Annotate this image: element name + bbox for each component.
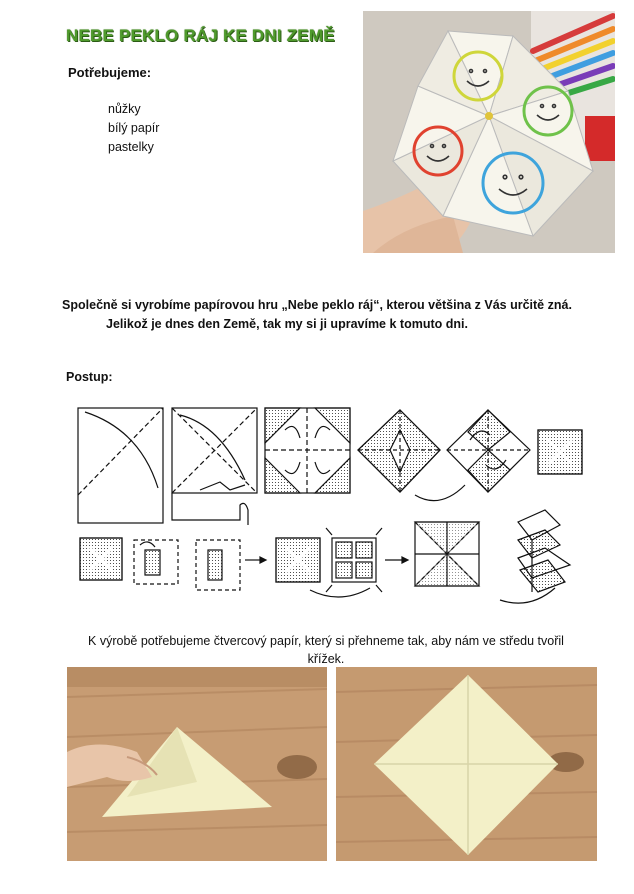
caption	[66, 632, 586, 668]
needs-list	[108, 100, 159, 157]
fortune-teller-photo	[363, 11, 615, 253]
caption-line-1: K výrobě potřebujeme čtvercový papír, který si přehneme tak, aby nám ve středu tvořil	[88, 634, 564, 648]
folded-diamond-photo	[336, 667, 597, 861]
intro-line-2: Jelikož je dnes den Země, tak my si ji upravíme k tomuto dni.	[106, 317, 468, 331]
intro-text	[0, 296, 634, 334]
needs-item-paper: bílý papír	[108, 121, 160, 135]
needs-item-scissors: nůžky	[108, 102, 141, 116]
folding-triangle-photo	[67, 667, 327, 861]
caption-line-2: křížek.	[307, 652, 345, 666]
needs-item-crayons: pastelky	[108, 140, 154, 154]
page-title: NEBE PEKLO RÁJ KE DNI ZEMĚ	[66, 26, 335, 45]
intro-line-1: Společně si vyrobíme papírovou hru „Nebe peklo ráj“, kterou většina z Vás určitě zná.	[62, 298, 572, 312]
steps-heading: Postup:	[66, 370, 113, 384]
needs-heading: Potřebujeme:	[68, 65, 152, 80]
folding-diagram	[70, 400, 590, 615]
